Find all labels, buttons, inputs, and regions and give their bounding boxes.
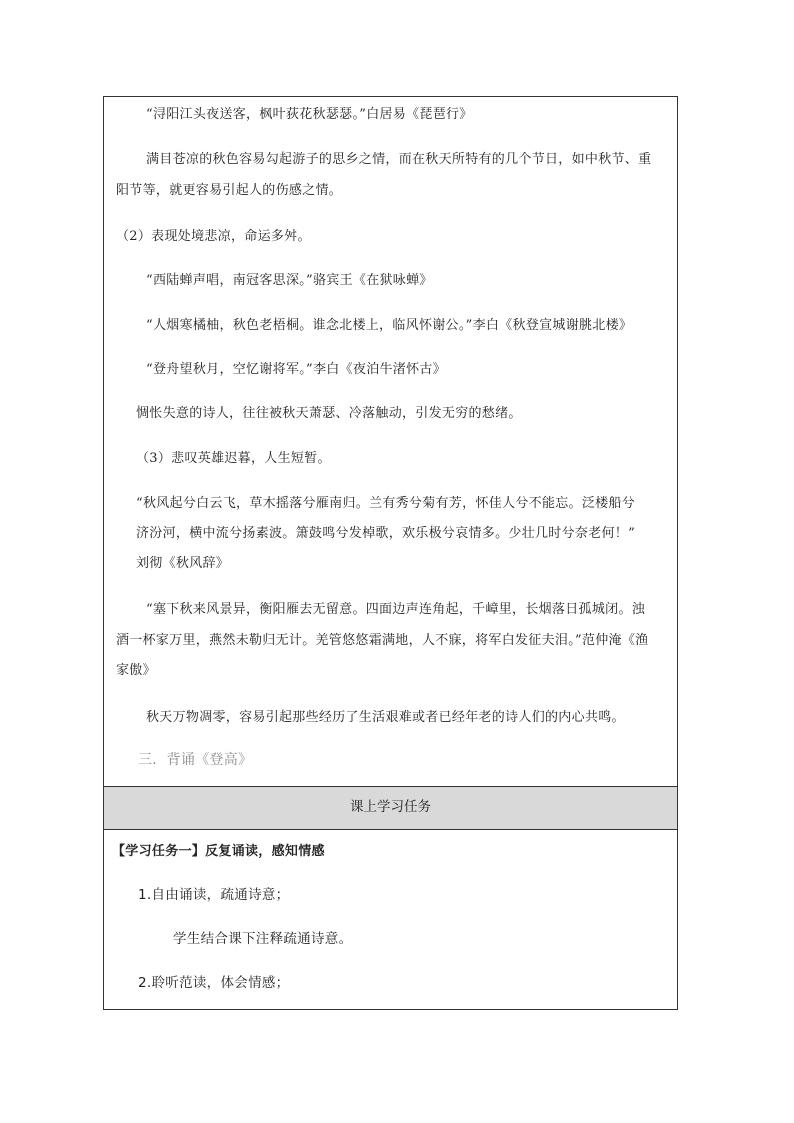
quote-fisherman-1: “塞下秋来风景异，衡阳雁去无留意。四面边声连角起，千嶂里，长烟落日孤城闭。浊 [146,602,646,617]
quote-pipa: “浔阳江头夜送客，枫叶荻花秋瑟瑟。”白居易《琵琶行》 [146,107,473,122]
quote-niuzhu: “登舟望秋月，空忆谢将军。”李白《夜泊牛渚怀古》 [146,362,446,377]
task-step-2: 2.聆听范读，体会情感； [138,975,290,991]
table-header-in-class-tasks: 课上学习任务 [104,787,677,830]
quote-autumn-wind-3: 刘彻《秋风辞》 [136,556,230,571]
quote-fisherman-2: 酒一杯家万里，燕然未勒归无计。羌管悠悠霜满地，人不寐，将军白发征夫泪。”范仲淹《渔 [116,633,649,648]
quote-autumn-wind-2: 济汾河，横中流兮扬素波。箫鼓鸣兮发棹歌，欢乐极兮哀情多。少壮几时兮奈老何！” [136,526,636,541]
tasks-cell [104,830,677,1011]
lesson-plan-table [103,96,678,1010]
task-step-1-detail: 学生结合课下注释疏通诗意。 [173,931,353,947]
quote-cicada: “西陆蝉声唱，南冠客思深。”骆宾王《在狱咏蝉》 [146,273,433,288]
quote-autumn-wind-1: “秋风起兮白云飞，草木摇落兮雁南归。兰有秀兮菊有芳，怀佳人兮不能忘。泛楼船兮 [136,496,636,511]
quote-fisherman-3: 家傲》 [116,663,156,678]
paragraph-homesick-2: 阳节等，就更容易引起人的伤感之情。 [116,183,343,198]
quote-xuancheng: “人烟寒橘柚，秋色老梧桐。谁念北楼上，临风怀谢公。”李白《秋登宣城谢朓北楼》 [146,318,633,333]
task-one-title: 【学习任务一】反复诵读，感知情感 [112,844,325,859]
subheading-2: （2）表现处境悲凉，命运多舛。 [116,229,311,244]
task-step-1: 1.自由诵读，疏通诗意； [138,887,290,903]
paragraph-resonance: 秋天万物凋零，容易引起那些经历了生活艰难或者已经年老的诗人们的内心共鸣。 [146,710,625,725]
paragraph-homesick-1: 满目苍凉的秋色容易勾起游子的思乡之情，而在秋天所特有的几个节日，如中秋节、重 [146,152,652,167]
subheading-3: （3）悲叹英雄迟暮，人生短暂。 [136,451,331,466]
content-cell [104,97,677,787]
paragraph-melancholy: 惆怅失意的诗人，往往被秋天萧瑟、冷落触动，引发无穷的愁绪。 [136,406,522,421]
section-recite: 三．背诵《登高》 [138,752,253,768]
